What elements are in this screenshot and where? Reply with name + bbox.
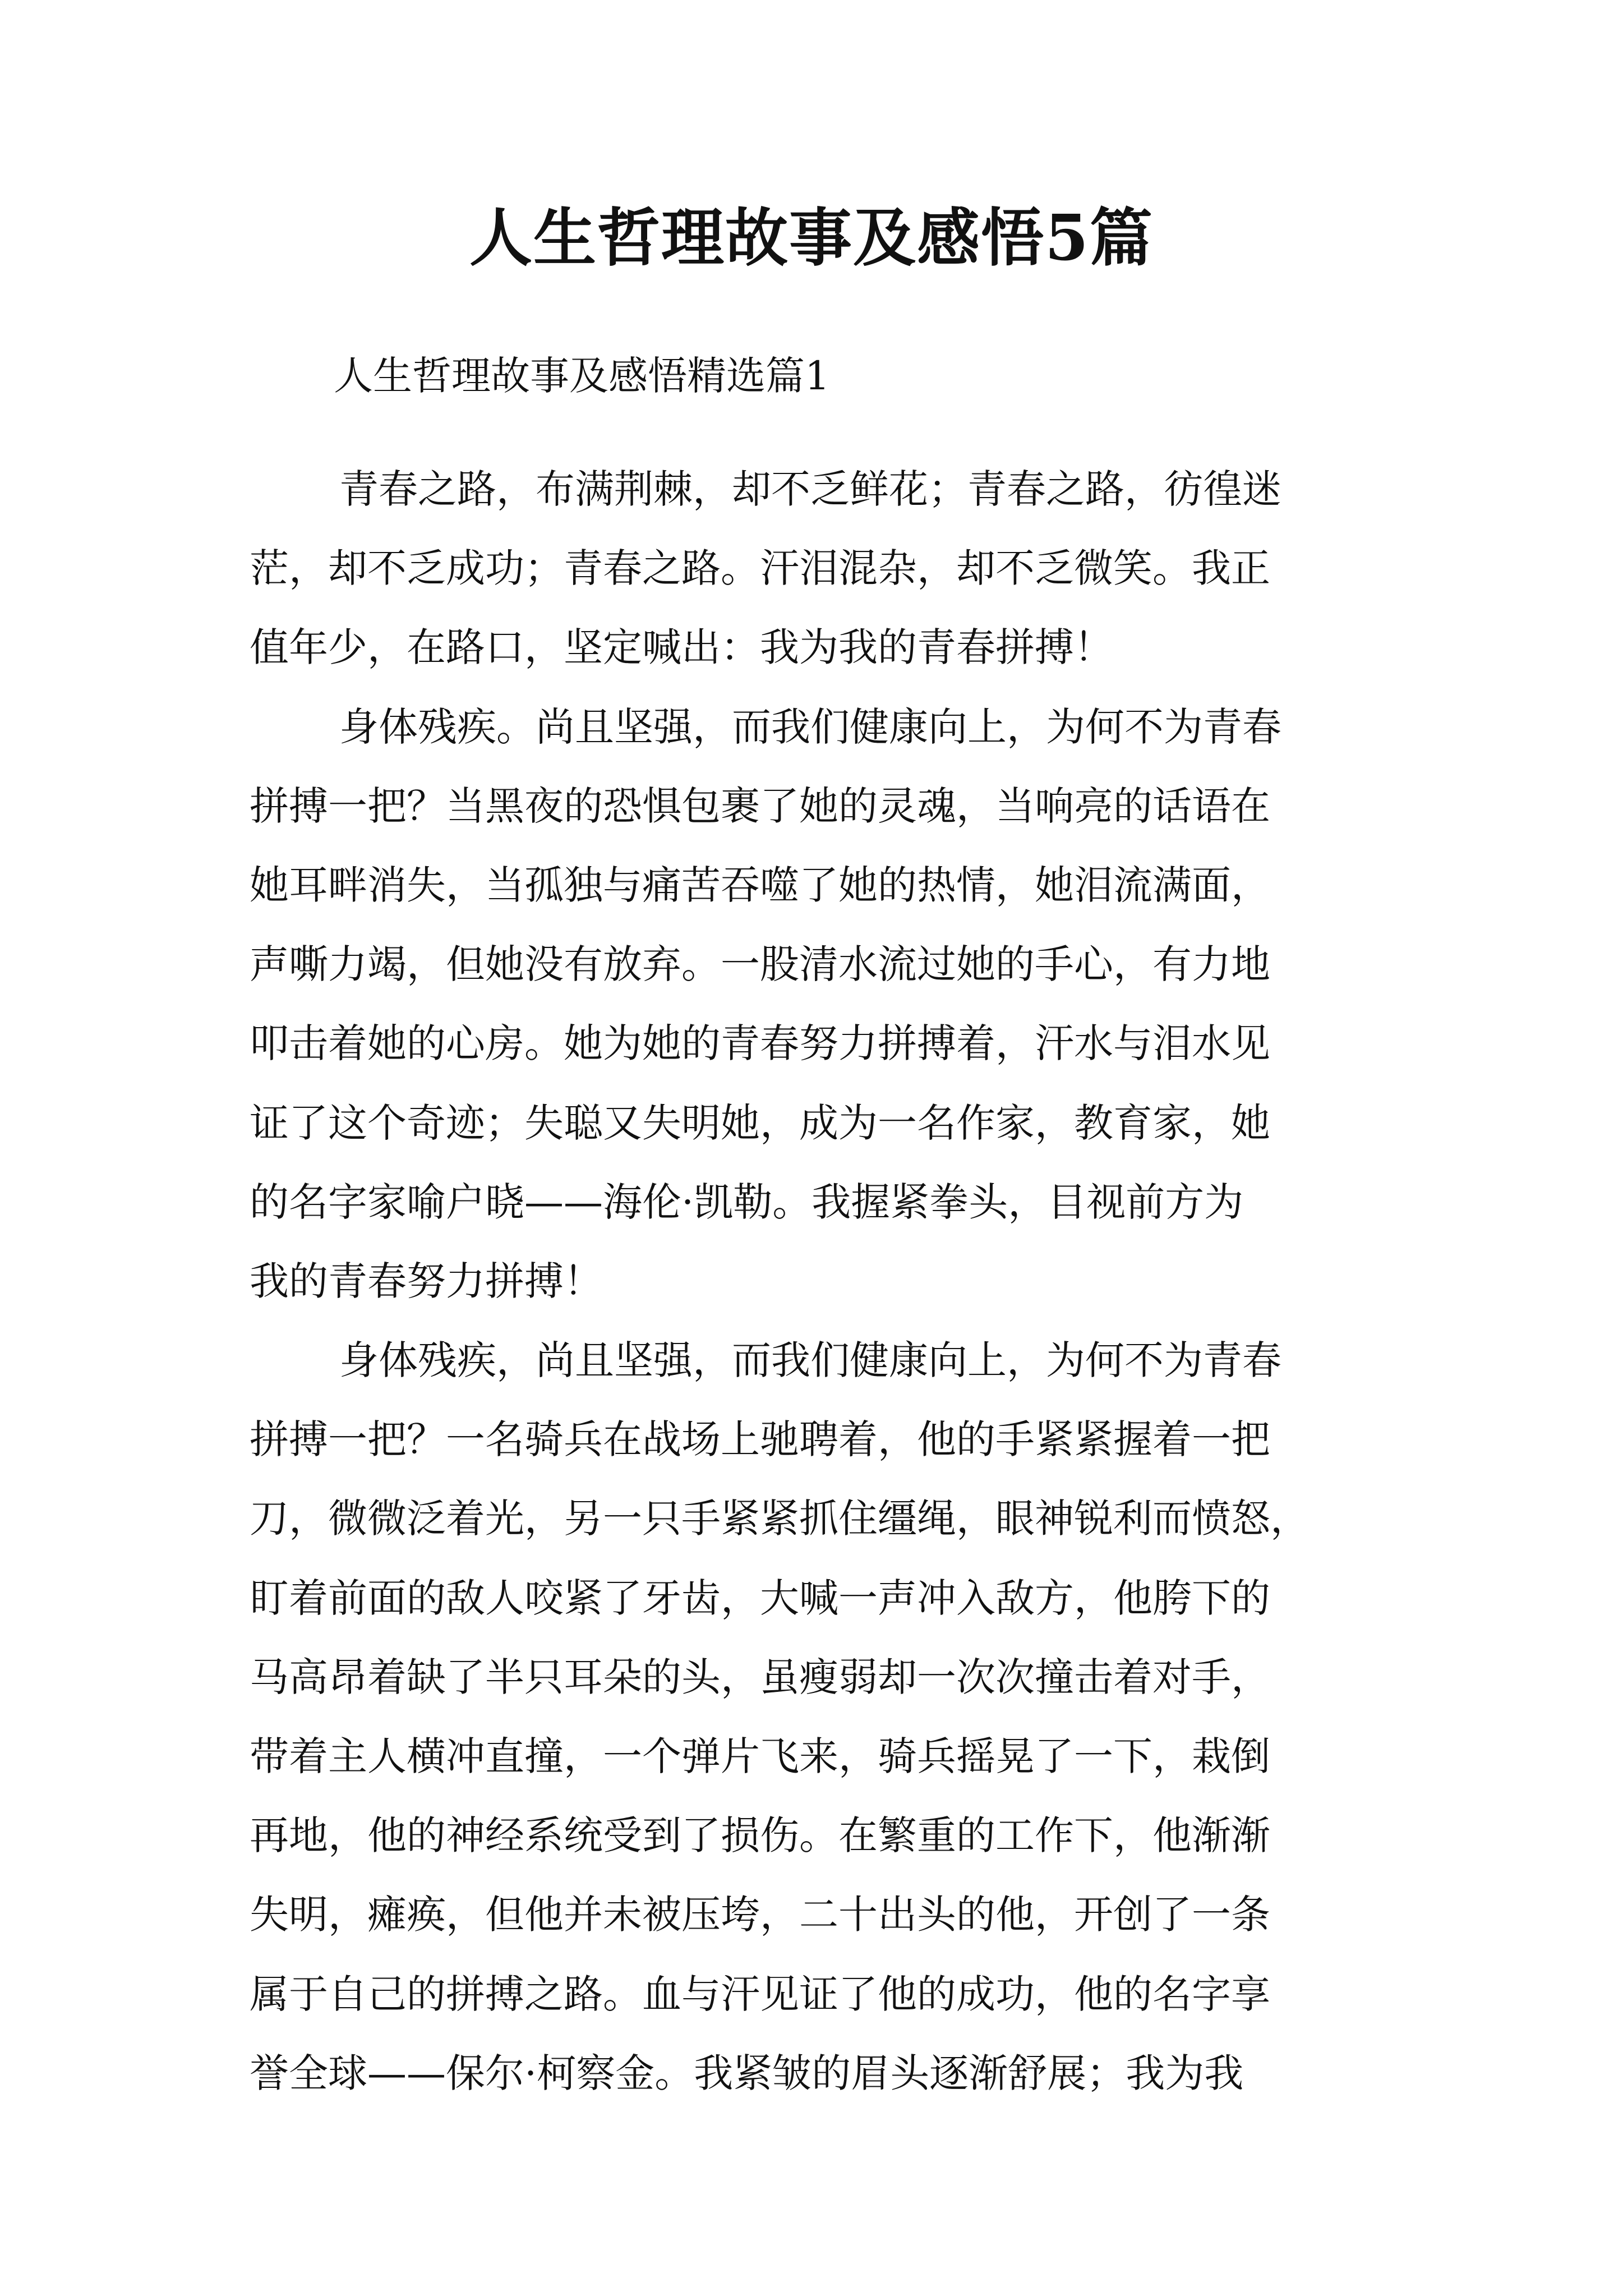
text-line: 再地，他的神经系统受到了损伤。在繁重的工作下，他渐渐 <box>250 1812 1270 1859</box>
text-line: 带着主人横冲直撞，一个弹片飞来，骑兵摇晃了一下，栽倒 <box>250 1733 1270 1779</box>
text-line: 属于自己的拼搏之路。血与汗见证了他的成功，他的名字享 <box>250 1971 1270 2017</box>
text-line: 声嘶力竭，但她没有放弃。一股清水流过她的手心，有力地 <box>250 941 1270 988</box>
text-line: 青春之路，布满荆棘，却不乏鲜花；青春之路，彷徨迷 <box>339 466 1281 512</box>
text-line: 的名字家喻户晓——海伦·凯勒。我握紧拳头，目视前方为 <box>250 1179 1244 1225</box>
text-line: 叩击着她的心房。她为她的青春努力拼搏着，汗水与泪水见 <box>250 1020 1270 1067</box>
text-line: 证了这个奇迹；失聪又失明她，成为一名作家，教育家，她 <box>250 1099 1270 1146</box>
text-line: 刀，微微泛着光，另一只手紧紧抓住缰绳，眼神锐利而愤怒， <box>250 1496 1310 1542</box>
text-line: 马高昂着缺了半只耳朵的头，虽瘦弱却一次次撞击着对手， <box>250 1654 1270 1700</box>
text-line: 值年少，在路口，坚定喊出：我为我的青春拼搏！ <box>250 624 1113 671</box>
section-heading: 人生哲理故事及感悟精选篇1 <box>334 353 830 399</box>
text-line: 茫，却不乏成功；青春之路。汗泪混杂，却不乏微笑。我正 <box>250 545 1270 592</box>
text-line: 拼搏一把？一名骑兵在战场上驰聘着，他的手紧紧握着一把 <box>250 1416 1270 1463</box>
text-line: 她耳畔消失，当孤独与痛苦吞噬了她的热情，她泪流满面， <box>250 862 1270 908</box>
text-line: 盯着前面的敌人咬紧了牙齿，大喊一声冲入敌方，他胯下的 <box>250 1575 1270 1621</box>
text-line: 誉全球——保尔·柯察金。我紧皱的眉头逐渐舒展；我为我 <box>250 2050 1244 2096</box>
document-body <box>250 450 1394 2113</box>
text-line: 身体残疾，尚且坚强，而我们健康向上，为何不为青春 <box>339 1337 1281 1384</box>
text-line: 拼搏一把？当黑夜的恐惧包裹了她的灵魂，当响亮的话语在 <box>250 783 1270 829</box>
document-title: 人生哲理故事及感悟5篇 <box>469 201 1154 275</box>
text-line: 我的青春努力拼搏！ <box>250 1258 603 1304</box>
text-line: 失明，瘫痪，但他并未被压垮，二十出头的他，开创了一条 <box>250 1892 1270 1938</box>
text-line: 身体残疾。尚且坚强，而我们健康向上，为何不为青春 <box>339 703 1281 750</box>
